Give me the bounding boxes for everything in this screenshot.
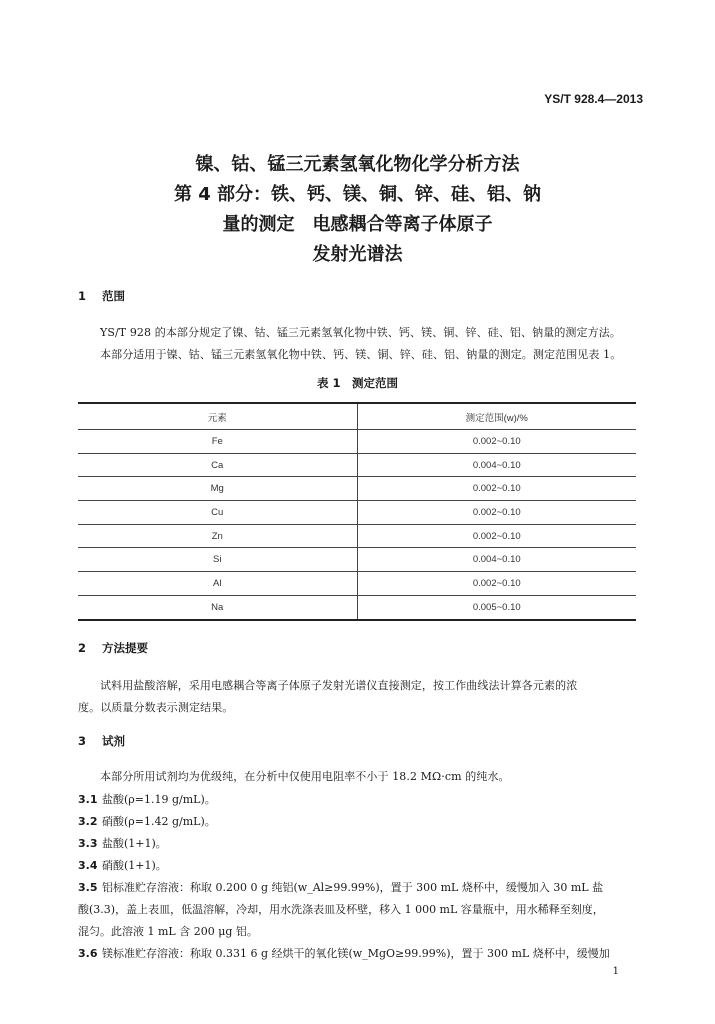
- section-3-number: 3: [78, 734, 87, 748]
- reagent-number: 3.5: [78, 881, 98, 894]
- section-1-paragraph-1-text: YS/T 928 的本部分规定了镍、钴、锰三元素氢氧化物中铁、钙、镁、铜、锌、硅、铝、钠量的测定方法。: [100, 326, 621, 339]
- title-line-3: 量的测定 电感耦合等离子体原子: [222, 214, 493, 235]
- range-cell: 0.002~0.10: [357, 501, 636, 525]
- table-header-element: 元素: [78, 403, 357, 430]
- section-3-intro: [78, 766, 638, 788]
- section-2-body: [78, 675, 638, 719]
- element-cell: Al: [78, 572, 357, 596]
- reagent-text: 硝酸(ρ=1.42 g/mL)。: [102, 815, 216, 828]
- section-1-title: 范围: [102, 289, 125, 303]
- range-cell: 0.004~0.10: [357, 548, 636, 572]
- table-header-range: 测定范围(w)/%: [357, 403, 636, 430]
- reagent-text-line-2: 酸(3.3)，盖上表皿，低温溶解，冷却，用水洗涤表皿及杯壁，移入 1 000 mL 容量瓶中，用水稀释至刻度，: [78, 903, 604, 916]
- reagent-item-3-6: [78, 943, 640, 965]
- range-cell: 0.005~0.10: [357, 595, 636, 619]
- title-line-4: 发射光谱法: [312, 244, 403, 265]
- reagent-item-3-4: [78, 855, 640, 877]
- section-2-line-1: [78, 675, 638, 697]
- table-row: [78, 501, 636, 525]
- table-row: [78, 453, 636, 477]
- element-cell: Si: [78, 548, 357, 572]
- reagent-number: 3.6: [78, 947, 98, 960]
- table-row: [78, 572, 636, 596]
- element-cell: Fe: [78, 430, 357, 454]
- reagent-text-line-1: 镁标准贮存溶液：称取 0.331 6 g 经烘干的氧化镁(w_MgO≥99.99%)，置于 300 mL 烧杯中，缓慢加: [102, 947, 610, 960]
- section-3-heading: [78, 733, 125, 749]
- reagent-text: 盐酸(1+1)。: [102, 837, 167, 850]
- reagent-text: 硝酸(1+1)。: [102, 859, 167, 872]
- table-1-caption: 表 1 测定范围: [316, 376, 398, 390]
- element-cell: Ca: [78, 453, 357, 477]
- section-1-paragraph-1: [78, 322, 638, 344]
- range-cell: 0.002~0.10: [357, 477, 636, 501]
- reagent-number: 3.2: [78, 815, 98, 828]
- section-1-number: 1: [78, 289, 87, 303]
- reagent-number: 3.4: [78, 859, 98, 872]
- section-2-heading: [78, 640, 148, 656]
- range-cell: 0.002~0.10: [357, 430, 636, 454]
- table-row: [78, 477, 636, 501]
- range-cell: 0.004~0.10: [357, 453, 636, 477]
- table-row: [78, 430, 636, 454]
- document-title: [0, 150, 715, 270]
- standard-number: YS/T 928.4—2013: [544, 92, 643, 106]
- section-2-line-2: 度。以质量分数表示测定结果。: [78, 701, 234, 714]
- element-cell: Cu: [78, 501, 357, 525]
- reagent-number: 3.3: [78, 837, 98, 850]
- element-cell: Na: [78, 595, 357, 619]
- reagent-item-3-3: [78, 833, 640, 855]
- reagent-item-3-5: [78, 877, 640, 943]
- measurement-range-table: [78, 402, 636, 621]
- section-1-paragraph-2: [78, 344, 638, 366]
- table-row: [78, 595, 636, 619]
- section-3-intro-text: 本部分所用试剂均为优级纯，在分析中仅使用电阻率不小于 18.2 MΩ·cm 的纯水。: [100, 770, 510, 783]
- section-3-title: 试剂: [102, 734, 125, 748]
- section-2-title: 方法提要: [102, 641, 148, 655]
- table-header-row: [78, 403, 636, 430]
- title-line-1: 镍、钴、锰三元素氢氧化物化学分析方法: [195, 154, 520, 175]
- element-cell: Zn: [78, 524, 357, 548]
- reagent-text-line-3: 混匀。此溶液 1 mL 含 200 μg 铝。: [78, 925, 258, 938]
- reagent-item-3-1: [78, 789, 640, 811]
- table-row: [78, 548, 636, 572]
- section-1-paragraph-2-text: 本部分适用于镍、钴、锰三元素氢氧化物中铁、钙、镁、铜、锌、硅、铝、钠量的测定。测定范围见表 1。: [100, 348, 622, 361]
- reagent-text: 盐酸(ρ=1.19 g/mL)。: [102, 793, 216, 806]
- table-row: [78, 524, 636, 548]
- page-number: 1: [612, 966, 619, 977]
- title-line-2: 第 4 部分：铁、钙、镁、铜、锌、硅、铝、钠: [173, 184, 542, 205]
- section-2-number: 2: [78, 641, 87, 655]
- element-cell: Mg: [78, 477, 357, 501]
- reagent-item-3-2: [78, 811, 640, 833]
- range-cell: 0.002~0.10: [357, 572, 636, 596]
- section-1-body: [78, 322, 638, 366]
- section-2-line-1-text: 试料用盐酸溶解，采用电感耦合等离子体原子发射光谱仪直接测定，按工作曲线法计算各元素的浓: [100, 679, 578, 692]
- reagent-text-line-1: 铝标准贮存溶液：称取 0.200 0 g 纯铝(w_Al≥99.99%)，置于 300 mL 烧杯中，缓慢加入 30 mL 盐: [102, 881, 604, 894]
- reagent-number: 3.1: [78, 793, 98, 806]
- section-1-heading: [78, 288, 125, 304]
- range-cell: 0.002~0.10: [357, 524, 636, 548]
